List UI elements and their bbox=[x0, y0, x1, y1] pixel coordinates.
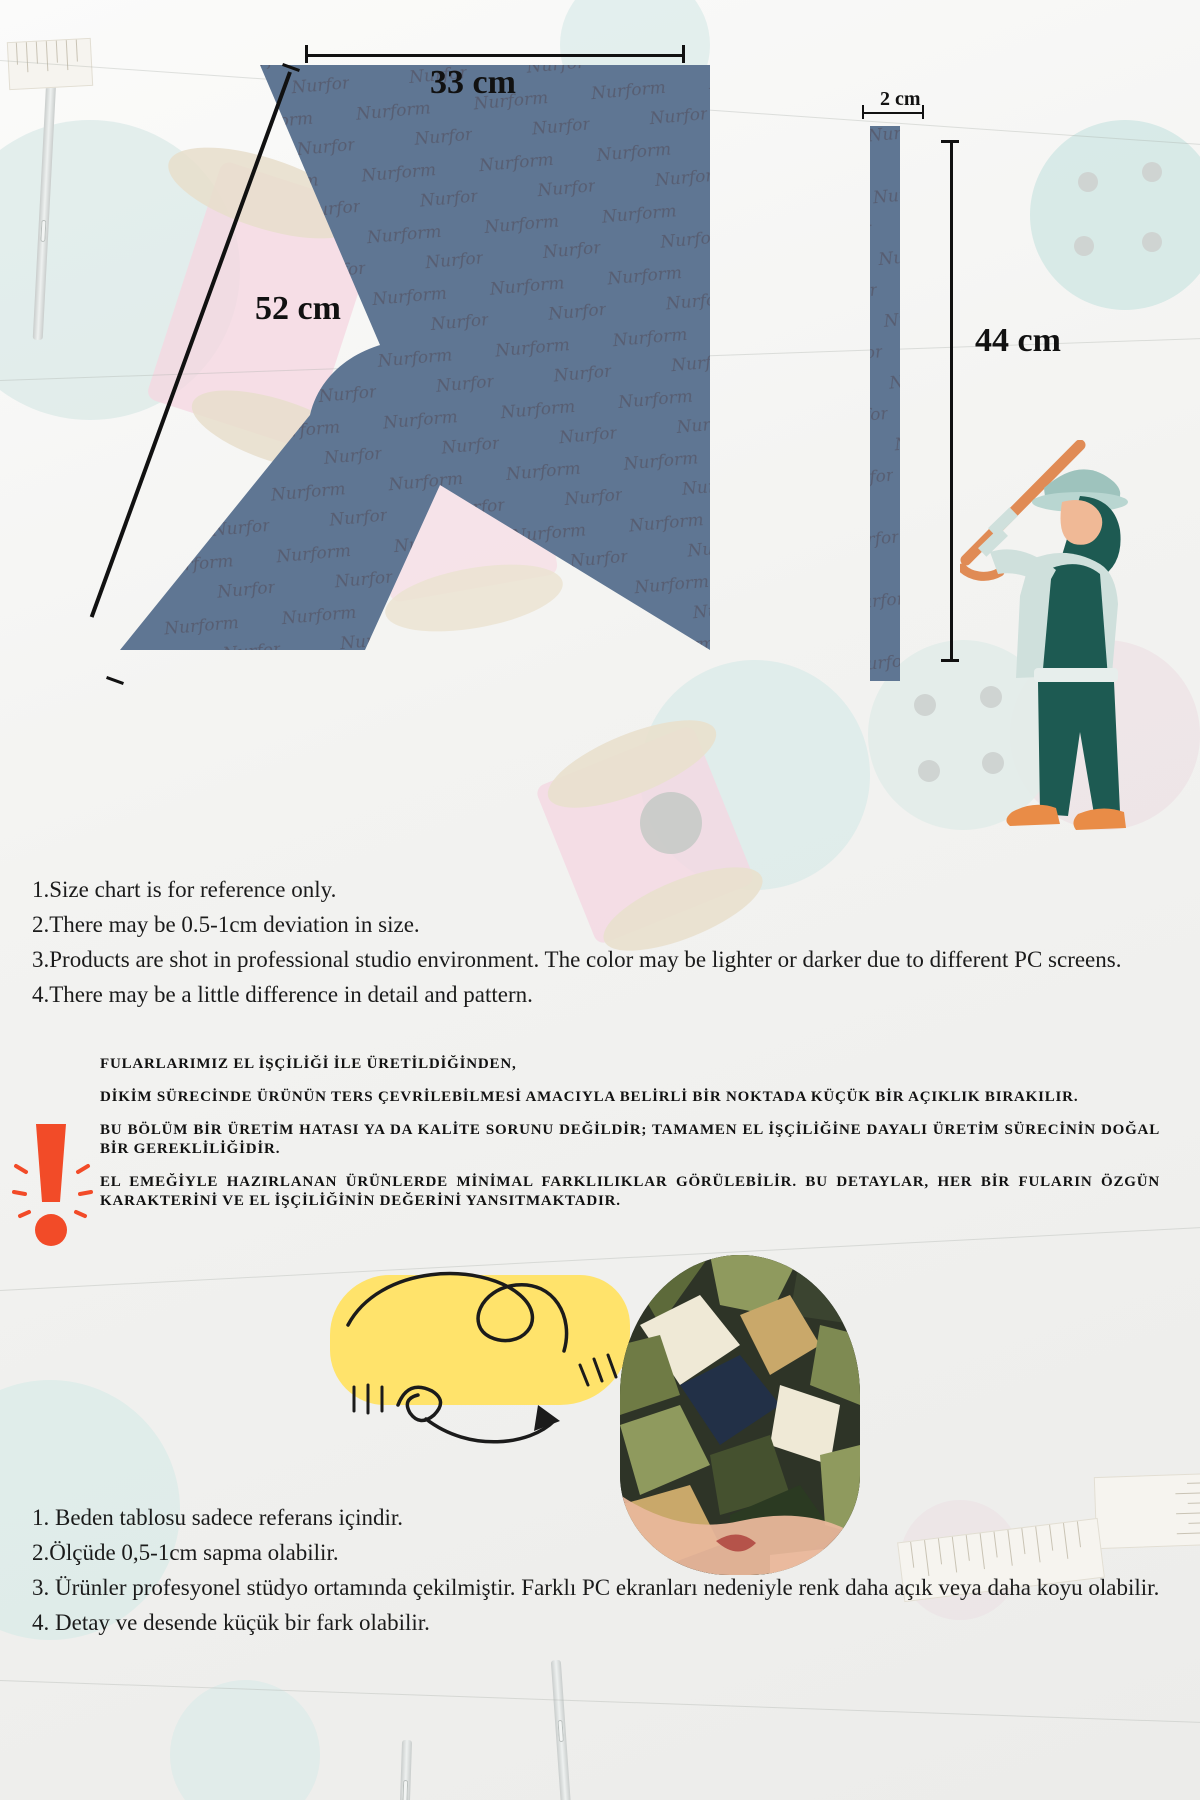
dimension-line-width bbox=[305, 54, 685, 57]
scarf-shape bbox=[110, 55, 830, 755]
note-en-2: 2.There may be 0.5-1cm deviation in size. bbox=[32, 912, 420, 937]
dimension-line-strip-width bbox=[862, 112, 924, 114]
dimension-cap bbox=[941, 659, 959, 662]
dimension-line-strip-height bbox=[950, 140, 953, 662]
dimension-label-strip-width: 2 cm bbox=[880, 88, 921, 110]
notes-turkish bbox=[32, 1500, 1192, 1640]
note-tr-1: 1. Beden tablosu sadece referans içindir. bbox=[32, 1505, 404, 1530]
warning-line-3: BU BÖLÜM BİR ÜRETİM HATASI YA DA KALİTE SORUNU DEĞİLDİR; TAMAMEN EL İŞÇİLİĞİNE DAYALI ÜRETİM SÜRECİNİN DOĞAL BİR GEREKLİLİĞİDİR. bbox=[100, 1122, 1160, 1157]
exclamation-mark-icon bbox=[10, 1118, 96, 1258]
decor-needle bbox=[398, 1740, 412, 1800]
warning-line-2: DİKİM SÜRECİNDE ÜRÜNÜN TERS ÇEVRİLEBİLMESİ AMACIYLA BELİRLİ BİR NOKTADA KÜÇÜK BİR AÇIKLIK BIRAKILIR. bbox=[100, 1089, 1079, 1105]
note-tr-4: 4. Detay ve desende küçük bir fark olabilir. bbox=[32, 1610, 430, 1635]
dimension-cap bbox=[941, 140, 959, 143]
dimension-cap bbox=[305, 45, 308, 63]
dimension-label-side: 52 cm bbox=[255, 290, 341, 327]
notes-english bbox=[32, 872, 1192, 1012]
note-en-4: 4.There may be a little difference in detail and pattern. bbox=[32, 982, 533, 1007]
worker-illustration bbox=[960, 440, 1160, 930]
strip-shape bbox=[862, 118, 922, 698]
warning-line-4: EL EMEĞİYLE HAZIRLANAN ÜRÜNLERDE MİNİMAL FARKLILIKLAR GÖRÜLEBİLİR. BU DETAYLAR, HER BİR FULARIN ÖZGÜN KARAKTERİNİ VE EL İŞÇİLİĞİNİN DEĞERİNİ YANSITMAKTADIR. bbox=[100, 1174, 1160, 1209]
note-tr-2: 2.Ölçüde 0,5-1cm sapma olabilir. bbox=[32, 1540, 339, 1565]
size-diagram bbox=[0, 0, 1200, 760]
note-en-1: 1.Size chart is for reference only. bbox=[32, 877, 337, 902]
decor-circle bbox=[170, 1680, 320, 1800]
note-en-3: 3.Products are shot in professional studio environment. The color may be lighter or darker due to different PC screens. bbox=[32, 947, 1122, 972]
handcraft-warning bbox=[100, 1055, 1160, 1225]
dimension-cap bbox=[862, 105, 864, 119]
dimension-label-strip-height: 44 cm bbox=[975, 322, 1061, 359]
note-tr-3: 3. Ürünler profesyonel stüdyo ortamında çekilmiştir. Farklı PC ekranları nedeniyle renk daha açık veya daha koyu olabilir. bbox=[32, 1575, 1160, 1600]
dimension-cap bbox=[922, 105, 924, 119]
dimension-cap bbox=[682, 45, 685, 63]
dimension-label-width: 33 cm bbox=[430, 64, 516, 101]
warning-line-1: FULARLARIMIZ EL İŞÇİLİĞİ İLE ÜRETİLDİĞİNDEN, bbox=[100, 1056, 517, 1072]
decor-needle bbox=[551, 1660, 571, 1800]
